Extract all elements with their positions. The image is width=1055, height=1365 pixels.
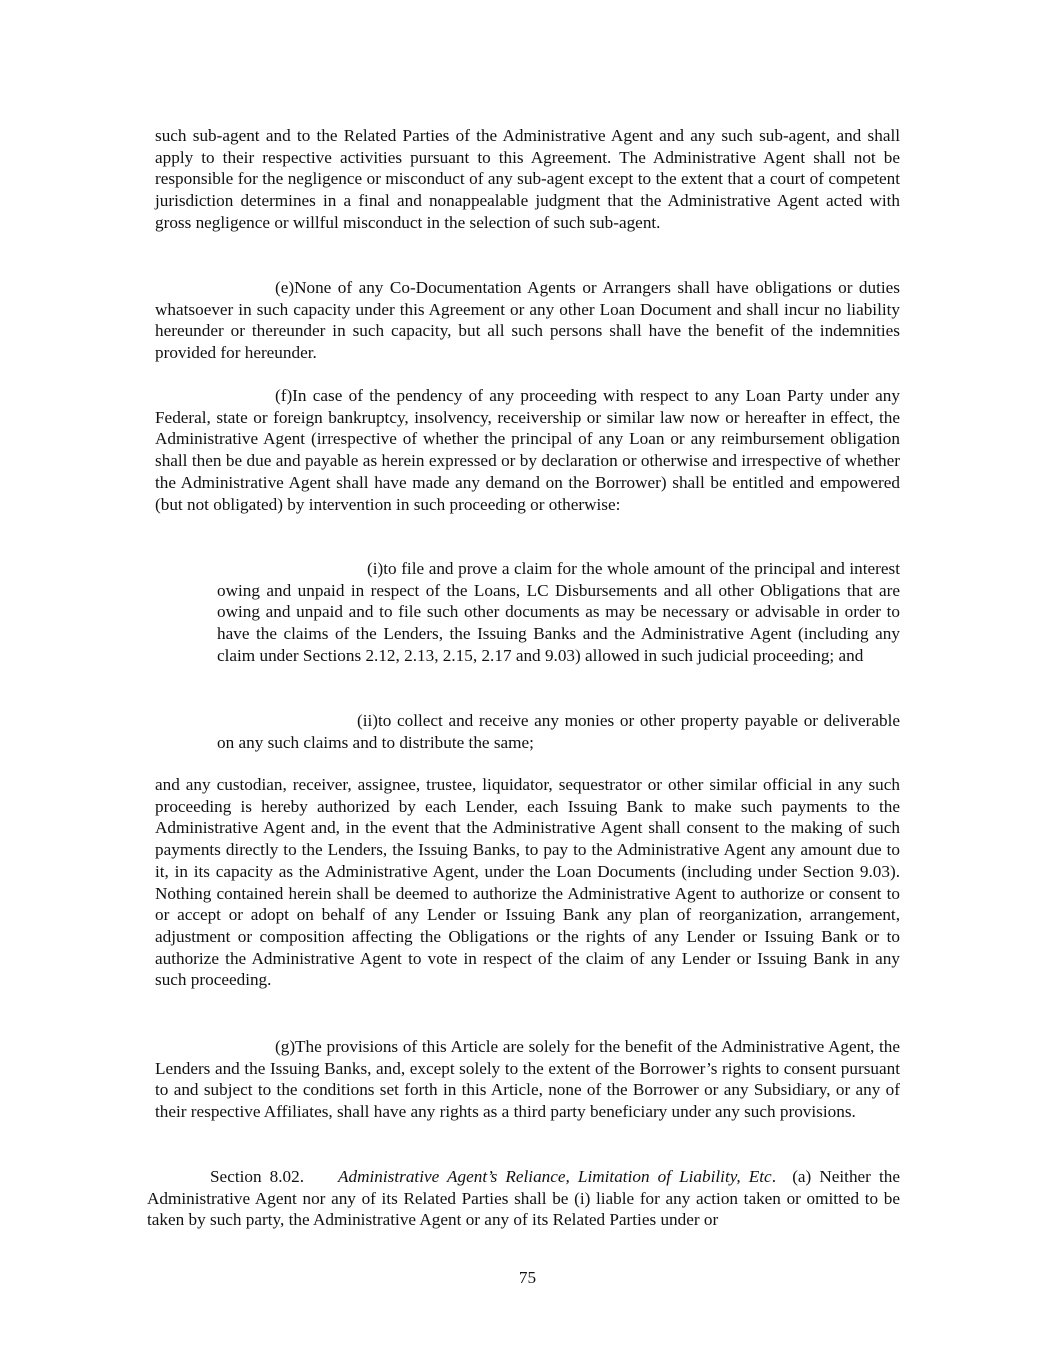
paragraph-g (155, 1036, 900, 1123)
paragraph-f (155, 385, 900, 515)
clause-label: (i) (367, 559, 384, 578)
page-number: 75 (518, 1268, 537, 1287)
section-8-02 (147, 1166, 900, 1231)
paragraph-text: None of any Co-Documentation Agents or Arrangers shall have obligations or duties whatsoever in such capacity under this Agreement or any other Loan Document and shall incur no liability hereunder or thereunder in such capacity, but all such persons shall have the benefit of the indemnities provided for hereunder. (155, 278, 900, 363)
paragraph-text: such sub-agent and to the Related Parties of the Administrative Agent and any such sub-agent, and shall apply to their respective activities pursuant to this Agreement. The Administrative Agent shall not be responsible for the negligence or misconduct of any sub-agent except to the extent that a court of competent jurisdiction determines in a final and nonappealable judgment that the Administrative Agent acted with gross negligence or willful misconduct in the selection of such sub-agent. (155, 126, 900, 232)
paragraph-label: (g) (275, 1037, 296, 1056)
section-heading: Administrative Agent’s Reliance, Limitation of Liability, Etc (338, 1167, 772, 1186)
paragraph-label: (e) (275, 278, 295, 297)
paragraph-custodian (155, 774, 900, 991)
paragraph-label: (f) (275, 386, 293, 405)
clause-text: to file and prove a claim for the whole amount of the principal and interest owing and unpaid in respect of the Loans, LC Disbursements and all other Obligations that are owing and unpaid and to file such other documents as may be necessary or advisable in order to have the claims of the Lenders, the Issuing Banks and the Administrative Agent (including any claim under Sections 2.12, 2.13, 2.15, 2.17 and 9.03) allowed in such judicial proceeding; and (217, 559, 900, 665)
clause-ii (217, 710, 900, 753)
clause-i (217, 558, 900, 667)
section-heading-period: . (771, 1167, 776, 1186)
section-text: (a) Neither the Administrative Agent nor any of its Related Parties shall be (i) liable for any action taken or omitted to be taken by such party, the Administrative Agent or any of its Related Parties under or (147, 1167, 900, 1230)
paragraph-sub-agent (155, 125, 900, 234)
section-number: Section 8.02. (210, 1167, 305, 1186)
paragraph-text: In case of the pendency of any proceeding with respect to any Loan Party under any Federal, state or foreign bankruptcy, insolvency, receivership or similar law now or hereafter in effect, the Administrative Agent (irrespective of whether the principal of any Loan or any reimbursement obligation shall then be due and payable as herein expressed or by declaration or otherwise and irrespective of whether the Administrative Agent shall have made any demand on the Borrower) shall be entitled and empowered (but not obligated) by intervention in such proceeding or otherwise: (155, 386, 900, 514)
clause-text: to collect and receive any monies or other property payable or deliverable on any such claims and to distribute the same; (217, 711, 900, 752)
paragraph-text: and any custodian, receiver, assignee, trustee, liquidator, sequestrator or other similar official in any such proceeding is hereby authorized by each Lender, each Issuing Bank to make such payments to the Administrative Agent and, in the event that the Administrative Agent shall consent to the making of such payments directly to the Lenders, the Issuing Banks, to pay to the Administrative Agent any amount due to it, in its capacity as the Administrative Agent, under the Loan Documents (including under Section 9.03). Nothing contained herein shall be deemed to authorize the Administrative Agent to authorize or consent to or accept or adopt on behalf of any Lender or Issuing Bank any plan of reorganization, arrangement, adjustment or composition affecting the Obligations or the rights of any Lender or Issuing Bank or to authorize the Administrative Agent to vote in respect of the claim of any Lender or Issuing Bank in any such proceeding. (155, 775, 900, 990)
clause-label: (ii) (357, 711, 378, 730)
paragraph-text: The provisions of this Article are solely for the benefit of the Administrative Agent, the Lenders and the Issuing Banks, and, except solely to the extent of the Borrower’s rights to consent pursuant to and subject to the conditions set forth in this Article, none of the Borrower or any Subsidiary, or any of their respective Affiliates, shall have any rights as a third party beneficiary under any such provisions. (155, 1037, 900, 1122)
paragraph-e (155, 277, 900, 364)
